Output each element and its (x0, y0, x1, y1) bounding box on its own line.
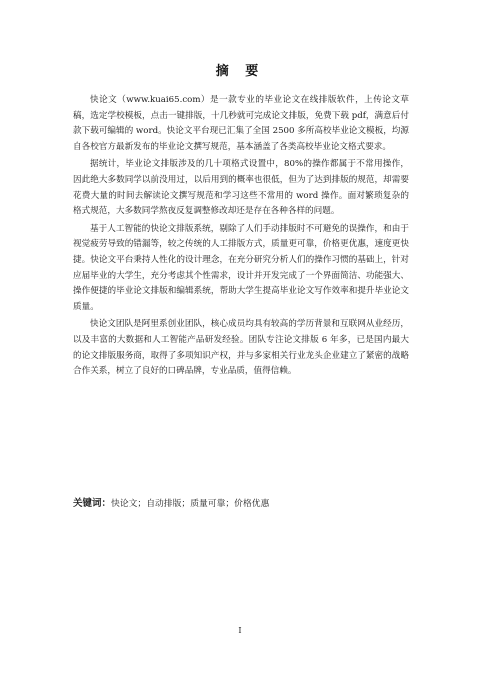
abstract-body (73, 93, 409, 382)
abstract-paragraph-2: 据统计，毕业论文排版涉及的几十项格式设置中，80%的操作都属于不常用操作，因此绝大多数同学以前没用过，以后用到的概率也很低，但为了达到排版的规范，却需要花费大量的时间去解读论文撰写规范和学习这些不常用的 word 操作。面对繁琐复杂的格式规范，大多数同学熬夜反复调整修改却还是存在各种各样的问题。 (73, 159, 409, 217)
keywords-label: 关键词： (73, 498, 112, 509)
abstract-paragraph-4: 快论文团队是阿里系创业团队，核心成员均具有较高的学历背景和互联网从业经历，以及丰富的大数据和人工智能产品研发经验。团队专注论文排版 6 年多，已是国内最大的论文排版服务商，取得了多项知识产权，并与多家相关行业龙头企业建立了紧密的战略合作关系，树立了良好的口碑品牌，专业品质，值得信赖。 (73, 319, 409, 377)
abstract-paragraph-3: 基于人工智能的快论文排版系统，剔除了人们手动排版时不可避免的误操作，和由于视觉疲劳导致的错漏等，较之传统的人工排版方式，质量更可靠，价格更优惠，速度更快捷。快论文平台秉持人性化的设计理念，在充分研究分析人们的操作习惯的基础上，针对应届毕业的大学生，充分考虑其个性需求，设计并开发完成了一个界面简洁、功能强大、操作便捷的毕业论文排版和编辑系统，帮助大学生提高毕业论文写作效率和提升毕业论文质量。 (73, 223, 409, 312)
page-number: I (238, 626, 242, 635)
abstract-paragraph-1: 快论文（www.kuai65.com）是一款专业的毕业论文在线排版软件，上传论文草稿，选定学校模板，点击一键排版，十几秒就可完成论文排版，免费下载 pdf，满意后付款下载可编辑的 word。快论文平台现已汇集了全国 2500 多所高校毕业论文模板，均源自各校官方最新发布的毕业论文撰写规范，基本涵盖了各类高校毕业论文格式要求。 (73, 95, 409, 152)
keywords-value: 快论文；自动排版；质量可靠；价格优惠 (111, 499, 270, 509)
abstract-title: 摘 要 (215, 64, 265, 79)
keywords-line (73, 496, 409, 512)
